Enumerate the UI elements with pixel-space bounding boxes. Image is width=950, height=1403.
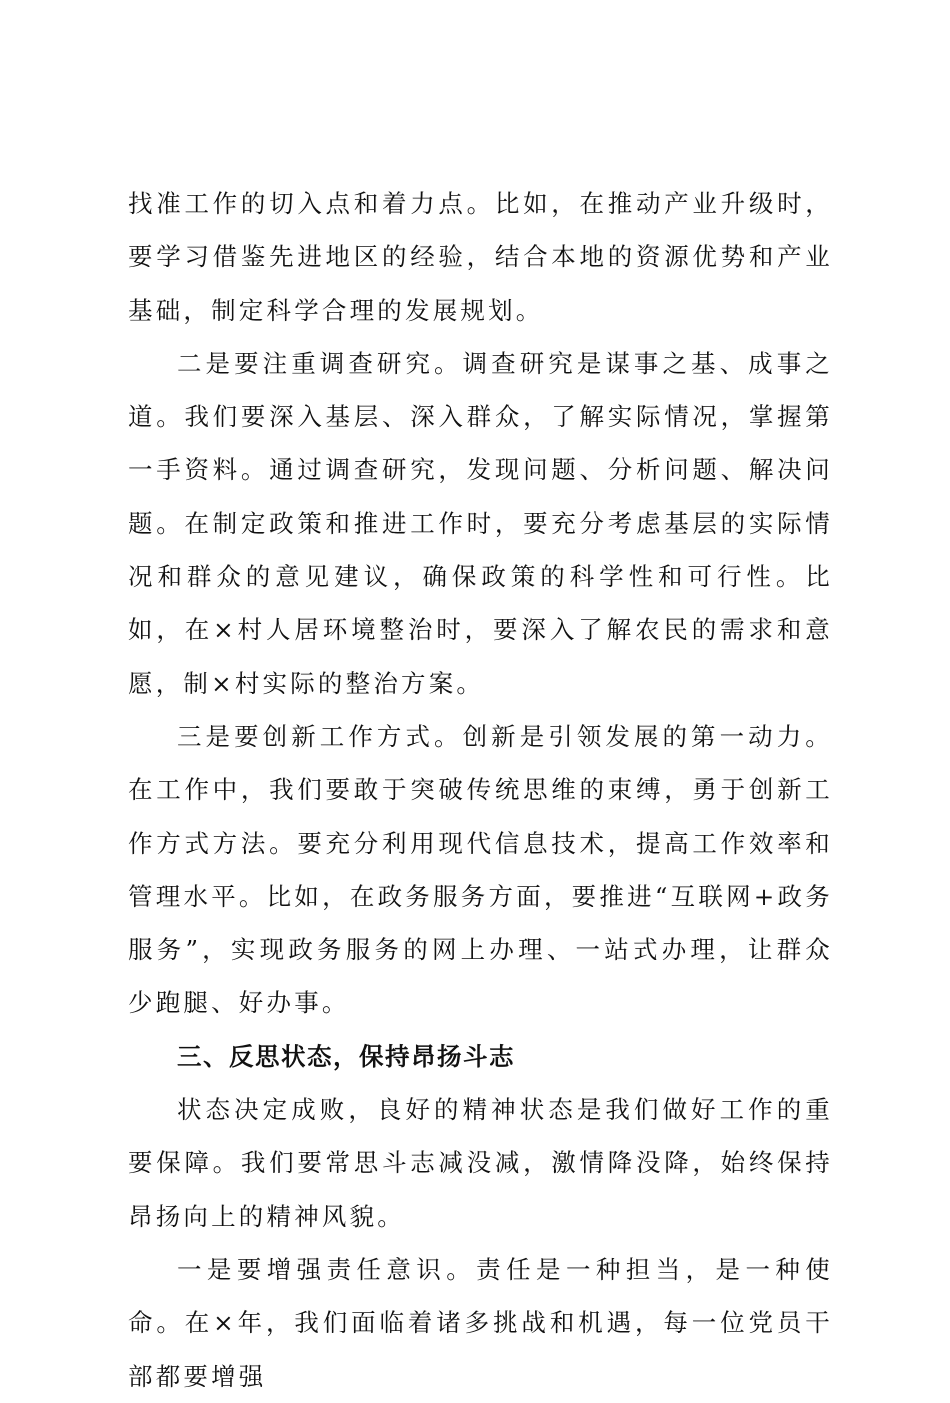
paragraph-continuation: 找准工作的切入点和着力点。比如，在推动产业升级时，要学习借鉴先进地区的经验，结合本地的资源优势和产业基础，制定科学合理的发展规划。 (128, 189, 833, 325)
paragraph-state: 状态决定成败，良好的精神状态是我们做好工作的重要保障。我们要常思斗志减没减，激情降没降，始终保持昂扬向上的精神风貌。 (128, 1095, 833, 1231)
paragraph-responsibility: 一是要增强责任意识。责任是一种担当，是一种使命。在×年，我们面临着诸多挑战和机遇，每一位党员干部都要增强 (128, 1254, 833, 1391)
paragraph-innovation: 三是要创新工作方式。创新是引领发展的第一动力。在工作中，我们要敢于突破传统思维的束缚，勇于创新工作方式方法。要充分利用现代信息技术，提高工作效率和管理水平。比如，在政务服务方面，要推进“互联网+政务服务”，实现政务服务的网上办理、一站式办理，让群众少跑腿、好办事。 (128, 721, 833, 1018)
document-body (128, 177, 833, 1403)
section-heading: 三、反思状态，保持昂扬斗志 (177, 1041, 515, 1071)
paragraph-research: 二是要注重调查研究。调查研究是谋事之基、成事之道。我们要深入基层、深入群众，了解实际情况，掌握第一手资料。通过调查研究，发现问题、分析问题、解决问题。在制定政策和推进工作时，要充分考虑基层的实际情况和群众的意见建议，确保政策的科学性和可行性。比如，在×村人居环境整治时，要深入了解农民的需求和意愿，制×村实际的整治方案。 (128, 348, 833, 698)
